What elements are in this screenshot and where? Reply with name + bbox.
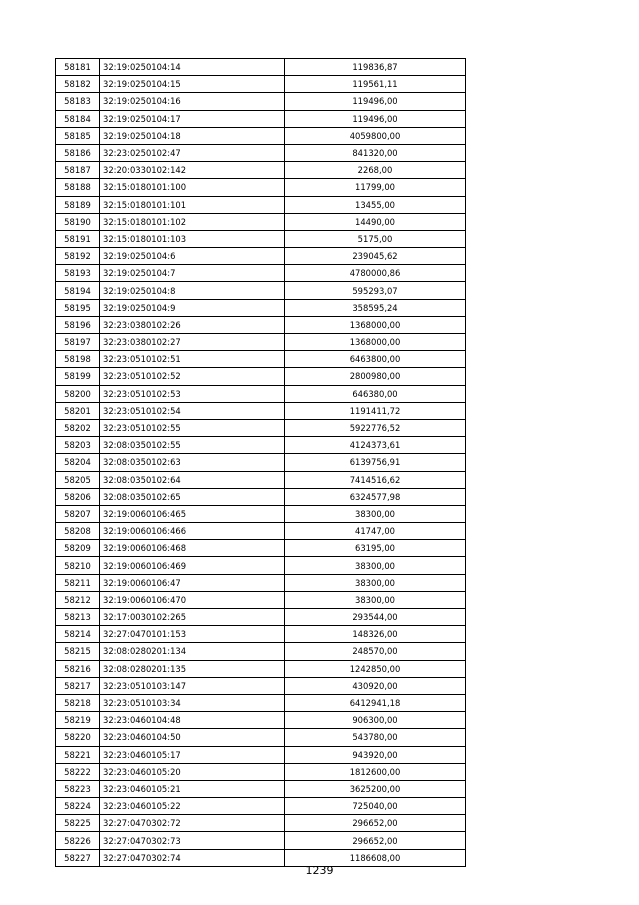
cadastral-number-cell: 32:27:0470101:153 bbox=[100, 626, 285, 643]
row-number-cell: 58225 bbox=[56, 815, 100, 832]
row-number-cell: 58185 bbox=[56, 127, 100, 144]
row-number-cell: 58209 bbox=[56, 540, 100, 557]
row-number-cell: 58213 bbox=[56, 609, 100, 626]
table-row bbox=[56, 505, 466, 522]
row-number-cell: 58207 bbox=[56, 505, 100, 522]
row-number-cell: 58221 bbox=[56, 746, 100, 763]
cadastral-value-cell: 1191411,72 bbox=[285, 402, 466, 419]
cadastral-value-cell: 41747,00 bbox=[285, 523, 466, 540]
cadastral-number-cell: 32:19:0250104:14 bbox=[100, 59, 285, 76]
cadastral-number-cell: 32:15:0180101:100 bbox=[100, 179, 285, 196]
row-number-cell: 58197 bbox=[56, 334, 100, 351]
table-row bbox=[56, 179, 466, 196]
row-number-cell: 58200 bbox=[56, 385, 100, 402]
cadastral-value-cell: 38300,00 bbox=[285, 505, 466, 522]
cadastral-number-cell: 32:19:0060106:468 bbox=[100, 540, 285, 557]
cadastral-value-cell: 2800980,00 bbox=[285, 368, 466, 385]
row-number-cell: 58219 bbox=[56, 712, 100, 729]
cadastral-number-cell: 32:23:0460105:20 bbox=[100, 763, 285, 780]
cadastral-number-cell: 32:19:0060106:469 bbox=[100, 557, 285, 574]
cadastral-number-cell: 32:19:0060106:47 bbox=[100, 574, 285, 591]
row-number-cell: 58192 bbox=[56, 248, 100, 265]
table-row bbox=[56, 299, 466, 316]
row-number-cell: 58220 bbox=[56, 729, 100, 746]
row-number-cell: 58224 bbox=[56, 798, 100, 815]
cadastral-number-cell: 32:23:0460105:21 bbox=[100, 780, 285, 797]
cadastral-number-cell: 32:19:0250104:17 bbox=[100, 110, 285, 127]
row-number-cell: 58227 bbox=[56, 849, 100, 866]
cadastral-value-cell: 4059800,00 bbox=[285, 127, 466, 144]
cadastral-value-cell: 1242850,00 bbox=[285, 660, 466, 677]
cadastral-number-cell: 32:19:0250104:8 bbox=[100, 282, 285, 299]
table-row bbox=[56, 144, 466, 161]
cadastral-value-cell: 1186608,00 bbox=[285, 849, 466, 866]
table-row bbox=[56, 402, 466, 419]
table-row bbox=[56, 557, 466, 574]
row-number-cell: 58211 bbox=[56, 574, 100, 591]
row-number-cell: 58210 bbox=[56, 557, 100, 574]
table-row bbox=[56, 162, 466, 179]
row-number-cell: 58226 bbox=[56, 832, 100, 849]
row-number-cell: 58196 bbox=[56, 316, 100, 333]
cadastral-number-cell: 32:23:0510102:52 bbox=[100, 368, 285, 385]
row-number-cell: 58214 bbox=[56, 626, 100, 643]
table-row bbox=[56, 712, 466, 729]
row-number-cell: 58198 bbox=[56, 351, 100, 368]
cadastral-value-cell: 6463800,00 bbox=[285, 351, 466, 368]
cadastral-value-cell: 38300,00 bbox=[285, 557, 466, 574]
row-number-cell: 58186 bbox=[56, 144, 100, 161]
table-row bbox=[56, 127, 466, 144]
row-number-cell: 58203 bbox=[56, 437, 100, 454]
table-row bbox=[56, 282, 466, 299]
table-row bbox=[56, 780, 466, 797]
table-row bbox=[56, 488, 466, 505]
cadastral-number-cell: 32:27:0470302:72 bbox=[100, 815, 285, 832]
row-number-cell: 58194 bbox=[56, 282, 100, 299]
table-row bbox=[56, 59, 466, 76]
row-number-cell: 58223 bbox=[56, 780, 100, 797]
cadastral-value-cell: 430920,00 bbox=[285, 677, 466, 694]
table-row bbox=[56, 643, 466, 660]
cadastral-value-cell: 296652,00 bbox=[285, 815, 466, 832]
cadastral-number-cell: 32:19:0250104:16 bbox=[100, 93, 285, 110]
table-row bbox=[56, 471, 466, 488]
cadastral-value-cell: 543780,00 bbox=[285, 729, 466, 746]
table-row bbox=[56, 591, 466, 608]
cadastral-value-cell: 906300,00 bbox=[285, 712, 466, 729]
cadastral-value-cell: 239045,62 bbox=[285, 248, 466, 265]
cadastral-value-cell: 841320,00 bbox=[285, 144, 466, 161]
cadastral-number-cell: 32:23:0250102:47 bbox=[100, 144, 285, 161]
row-number-cell: 58183 bbox=[56, 93, 100, 110]
cadastral-number-cell: 32:08:0350102:55 bbox=[100, 437, 285, 454]
row-number-cell: 58208 bbox=[56, 523, 100, 540]
cadastral-value-cell: 7414516,62 bbox=[285, 471, 466, 488]
page-number: 1239 bbox=[305, 864, 334, 877]
table-row bbox=[56, 798, 466, 815]
table-row bbox=[56, 815, 466, 832]
cadastral-value-cell: 5175,00 bbox=[285, 230, 466, 247]
table-row bbox=[56, 213, 466, 230]
cadastral-value-cell: 595293,07 bbox=[285, 282, 466, 299]
cadastral-value-cell: 5922776,52 bbox=[285, 419, 466, 436]
table-row bbox=[56, 76, 466, 93]
row-number-cell: 58204 bbox=[56, 454, 100, 471]
cadastral-value-cell: 1368000,00 bbox=[285, 316, 466, 333]
table-row bbox=[56, 265, 466, 282]
table-row bbox=[56, 93, 466, 110]
table-row bbox=[56, 316, 466, 333]
table-row bbox=[56, 660, 466, 677]
cadastral-number-cell: 32:27:0470302:74 bbox=[100, 849, 285, 866]
table-row bbox=[56, 694, 466, 711]
row-number-cell: 58184 bbox=[56, 110, 100, 127]
cadastral-value-cell: 6412941,18 bbox=[285, 694, 466, 711]
cadastral-number-cell: 32:23:0380102:27 bbox=[100, 334, 285, 351]
cadastral-number-cell: 32:08:0350102:63 bbox=[100, 454, 285, 471]
row-number-cell: 58202 bbox=[56, 419, 100, 436]
cadastral-number-cell: 32:23:0510103:34 bbox=[100, 694, 285, 711]
row-number-cell: 58195 bbox=[56, 299, 100, 316]
row-number-cell: 58215 bbox=[56, 643, 100, 660]
table-row bbox=[56, 763, 466, 780]
cadastral-value-cell: 293544,00 bbox=[285, 609, 466, 626]
table-row bbox=[56, 454, 466, 471]
cadastral-number-cell: 32:15:0180101:101 bbox=[100, 196, 285, 213]
table-row bbox=[56, 230, 466, 247]
cadastral-number-cell: 32:23:0510102:54 bbox=[100, 402, 285, 419]
cadastral-value-cell: 296652,00 bbox=[285, 832, 466, 849]
cadastral-value-cell: 646380,00 bbox=[285, 385, 466, 402]
row-number-cell: 58181 bbox=[56, 59, 100, 76]
cadastral-number-cell: 32:08:0280201:135 bbox=[100, 660, 285, 677]
row-number-cell: 58216 bbox=[56, 660, 100, 677]
cadastral-value-cell: 2268,00 bbox=[285, 162, 466, 179]
cadastral-number-cell: 32:15:0180101:103 bbox=[100, 230, 285, 247]
cadastral-value-table bbox=[55, 58, 466, 867]
cadastral-value-cell: 4124373,61 bbox=[285, 437, 466, 454]
table-row bbox=[56, 609, 466, 626]
cadastral-number-cell: 32:08:0280201:134 bbox=[100, 643, 285, 660]
table-row bbox=[56, 419, 466, 436]
row-number-cell: 58222 bbox=[56, 763, 100, 780]
table-row bbox=[56, 626, 466, 643]
table-row bbox=[56, 574, 466, 591]
cadastral-number-cell: 32:23:0510102:53 bbox=[100, 385, 285, 402]
cadastral-value-cell: 11799,00 bbox=[285, 179, 466, 196]
cadastral-number-cell: 32:19:0060106:470 bbox=[100, 591, 285, 608]
cadastral-number-cell: 32:19:0250104:7 bbox=[100, 265, 285, 282]
table-row bbox=[56, 196, 466, 213]
cadastral-number-cell: 32:08:0350102:65 bbox=[100, 488, 285, 505]
cadastral-value-cell: 1812600,00 bbox=[285, 763, 466, 780]
cadastral-value-cell: 119561,11 bbox=[285, 76, 466, 93]
cadastral-number-cell: 32:23:0510102:51 bbox=[100, 351, 285, 368]
cadastral-value-cell: 14490,00 bbox=[285, 213, 466, 230]
table-row bbox=[56, 746, 466, 763]
cadastral-value-cell: 119496,00 bbox=[285, 110, 466, 127]
table-row bbox=[56, 437, 466, 454]
table-row bbox=[56, 677, 466, 694]
table-row bbox=[56, 351, 466, 368]
row-number-cell: 58206 bbox=[56, 488, 100, 505]
cadastral-number-cell: 32:08:0350102:64 bbox=[100, 471, 285, 488]
cadastral-value-cell: 119496,00 bbox=[285, 93, 466, 110]
row-number-cell: 58189 bbox=[56, 196, 100, 213]
cadastral-value-cell: 63195,00 bbox=[285, 540, 466, 557]
cadastral-number-cell: 32:20:0330102:142 bbox=[100, 162, 285, 179]
cadastral-number-cell: 32:23:0510102:55 bbox=[100, 419, 285, 436]
cadastral-number-cell: 32:23:0380102:26 bbox=[100, 316, 285, 333]
row-number-cell: 58191 bbox=[56, 230, 100, 247]
row-number-cell: 58212 bbox=[56, 591, 100, 608]
cadastral-number-cell: 32:23:0460104:48 bbox=[100, 712, 285, 729]
cadastral-value-cell: 6324577,98 bbox=[285, 488, 466, 505]
cadastral-value-cell: 4780000,86 bbox=[285, 265, 466, 282]
cadastral-value-cell: 38300,00 bbox=[285, 574, 466, 591]
row-number-cell: 58188 bbox=[56, 179, 100, 196]
cadastral-number-cell: 32:17:0030102:265 bbox=[100, 609, 285, 626]
cadastral-number-cell: 32:19:0060106:466 bbox=[100, 523, 285, 540]
cadastral-number-cell: 32:19:0250104:18 bbox=[100, 127, 285, 144]
cadastral-number-cell: 32:15:0180101:102 bbox=[100, 213, 285, 230]
row-number-cell: 58201 bbox=[56, 402, 100, 419]
cadastral-value-cell: 725040,00 bbox=[285, 798, 466, 815]
row-number-cell: 58187 bbox=[56, 162, 100, 179]
cadastral-number-cell: 32:23:0460105:22 bbox=[100, 798, 285, 815]
cadastral-value-cell: 1368000,00 bbox=[285, 334, 466, 351]
row-number-cell: 58199 bbox=[56, 368, 100, 385]
row-number-cell: 58218 bbox=[56, 694, 100, 711]
cadastral-value-cell: 13455,00 bbox=[285, 196, 466, 213]
cadastral-number-cell: 32:27:0470302:73 bbox=[100, 832, 285, 849]
row-number-cell: 58205 bbox=[56, 471, 100, 488]
row-number-cell: 58182 bbox=[56, 76, 100, 93]
cadastral-value-cell: 38300,00 bbox=[285, 591, 466, 608]
cadastral-value-cell: 248570,00 bbox=[285, 643, 466, 660]
cadastral-value-cell: 3625200,00 bbox=[285, 780, 466, 797]
cadastral-value-cell: 119836,87 bbox=[285, 59, 466, 76]
cadastral-number-cell: 32:23:0460104:50 bbox=[100, 729, 285, 746]
table-row bbox=[56, 729, 466, 746]
row-number-cell: 58217 bbox=[56, 677, 100, 694]
cadastral-number-cell: 32:19:0250104:9 bbox=[100, 299, 285, 316]
table-row bbox=[56, 334, 466, 351]
cadastral-value-cell: 6139756,91 bbox=[285, 454, 466, 471]
table-row bbox=[56, 248, 466, 265]
table-row bbox=[56, 540, 466, 557]
row-number-cell: 58190 bbox=[56, 213, 100, 230]
cadastral-value-cell: 148326,00 bbox=[285, 626, 466, 643]
table-row bbox=[56, 368, 466, 385]
cadastral-value-cell: 943920,00 bbox=[285, 746, 466, 763]
cadastral-number-cell: 32:19:0250104:6 bbox=[100, 248, 285, 265]
table-row bbox=[56, 110, 466, 127]
table-body bbox=[56, 59, 466, 867]
table-row bbox=[56, 385, 466, 402]
row-number-cell: 58193 bbox=[56, 265, 100, 282]
cadastral-number-cell: 32:19:0060106:465 bbox=[100, 505, 285, 522]
table-row bbox=[56, 523, 466, 540]
cadastral-number-cell: 32:23:0510103:147 bbox=[100, 677, 285, 694]
cadastral-value-cell: 358595,24 bbox=[285, 299, 466, 316]
cadastral-number-cell: 32:19:0250104:15 bbox=[100, 76, 285, 93]
table-row bbox=[56, 832, 466, 849]
cadastral-number-cell: 32:23:0460105:17 bbox=[100, 746, 285, 763]
